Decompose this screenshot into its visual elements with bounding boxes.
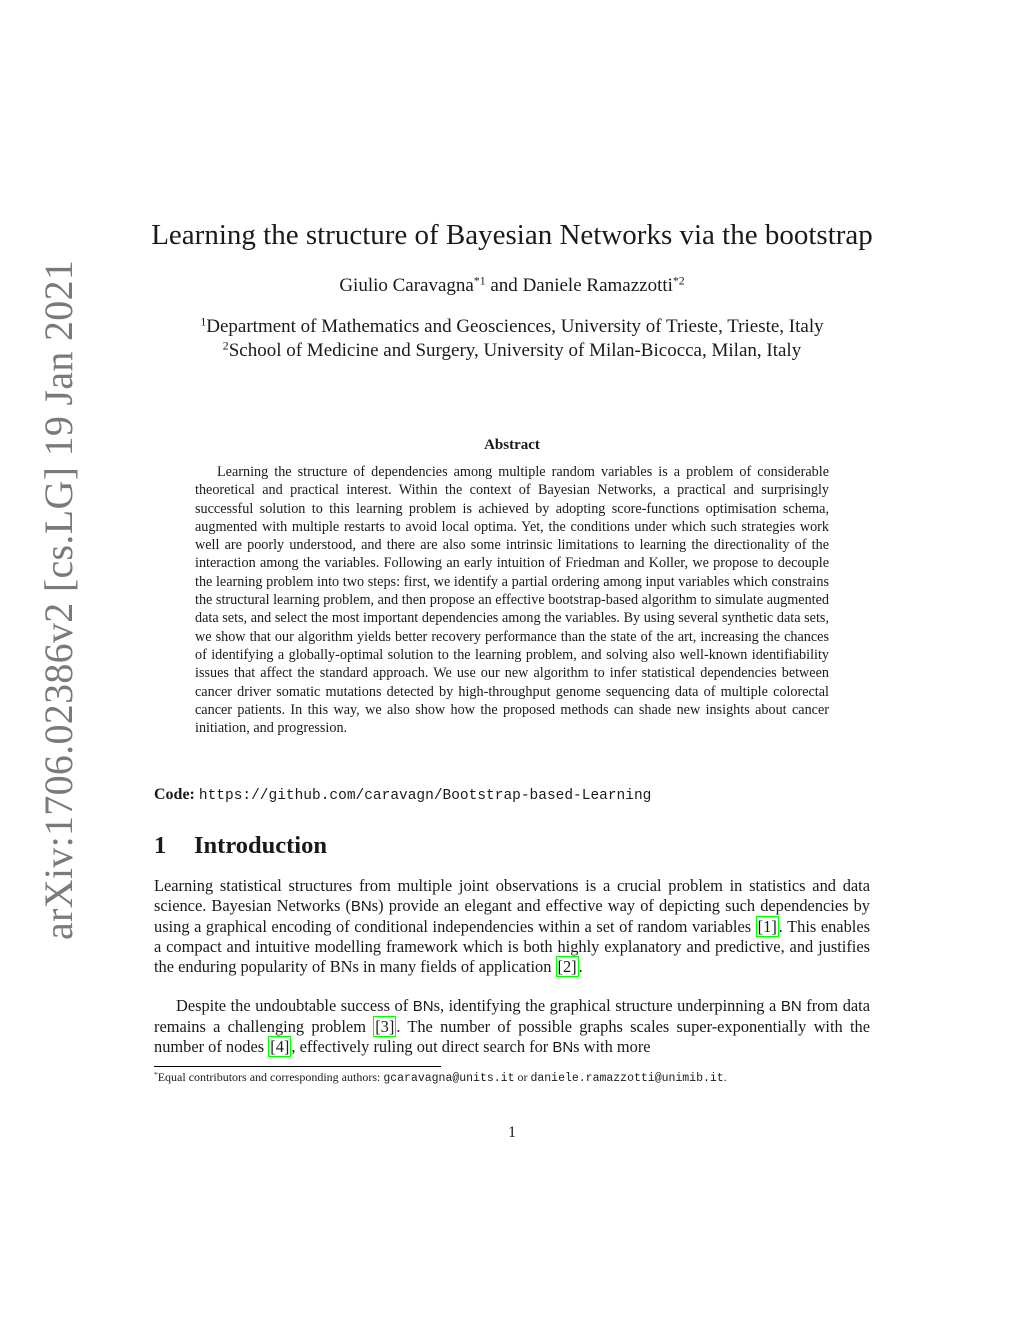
text-run: Learning statistical structures from multiple joint observations is a crucial problem in statistics and data science. Bayesian Networks ( (154, 876, 870, 915)
page-number: 1 (508, 1124, 516, 1141)
text-run: . This enables a compact and intuitive modelling framework which is both highly explanatory and predictive, and justifies the enduring popularity of BNs in many fields of application (154, 917, 870, 976)
section-number: 1 (154, 832, 167, 859)
text-run: s with more (573, 1037, 651, 1056)
author-mark: *2 (672, 274, 685, 288)
text-run: . The number of possible graphs scales super-exponentially with the number of nodes (154, 1017, 870, 1056)
section-heading (154, 832, 327, 860)
footnote-mark: * (154, 1069, 158, 1079)
code-label: Code: (154, 786, 195, 803)
affiliation-text: Department of Mathematics and Geosciences, University of Trieste, Trieste, Italy (206, 316, 824, 337)
footnote-text: . (723, 1070, 727, 1084)
affiliation (0, 340, 1024, 362)
author-name: Giulio Caravagna (339, 275, 474, 296)
author-mark: *1 (473, 274, 486, 288)
author-conjunction: and (485, 275, 523, 296)
intro-paragraph (154, 996, 870, 1058)
abbreviation: BN (780, 998, 802, 1015)
code-url-link[interactable]: https://github.com/caravagn/Bootstrap-based-Learning (198, 788, 652, 804)
footnote-text: or (514, 1070, 531, 1084)
abstract-heading: Abstract (484, 437, 540, 453)
paper-title: Learning the structure of Bayesian Networks via the bootstrap (151, 219, 873, 251)
affiliation-mark: 2 (222, 339, 229, 353)
email-link[interactable]: daniele.ramazzotti@unimib.it (530, 1072, 724, 1085)
intro-paragraph (154, 876, 870, 977)
citation-link[interactable]: [1] (757, 917, 777, 936)
email-link[interactable]: gcaravagna@units.it (383, 1072, 515, 1085)
abstract-body: Learning the structure of dependencies among multiple random variables is a problem of considerable theoretical and practical interest. Within the context of Bayesian Networks, a practical and surprisingly successful solution to this learning problem is achieved by adopting score-functions optimisation schema, augmented with multiple restarts to avoid local optima. Yet, the conditions under which such strategies work well are poorly understood, and there are also some intrinsic limitations to learning the directionality of the interaction among the variables. Following an early intuition of Friedman and Koller, we propose to decouple the learning problem into two steps: first, we identify a partial ordering among input variables which constrains the structural learning problem, and then propose an effective bootstrap-based algorithm to simulate augmented data sets, and select the most important dependencies among the variables. By using several synthetic data sets, we show that our algorithm yields better recovery performance than the state of the art, increasing the chances of identifying a globally-optimal solution to the learning problem, and solving also well-known identifiability issues that affect the standard approach. We use our new algorithm to infer statistical dependencies between cancer driver somatic mutations detected by high-throughput genome sequencing data of multiple colorectal cancer patients. In this way, we also show how the proposed methods can shade new insights about cancer initiation, and progression. (195, 464, 829, 737)
text-run: from data remains a challenging problem (154, 996, 871, 1036)
author-name: Daniele Ramazzotti (522, 275, 673, 296)
section-title: Introduction (194, 832, 327, 859)
code-link-line (154, 786, 874, 804)
affiliation-mark: 1 (200, 315, 207, 329)
citation-link[interactable]: [3] (375, 1017, 395, 1036)
arxiv-identifier-stamp: arXiv:1706.02386v2 [cs.LG] 19 Jan 2021 (36, 259, 81, 940)
abbreviation: BN (412, 998, 434, 1015)
text-run: s, identifying the graphical structure underpinning a (433, 996, 781, 1015)
citation-link[interactable]: [4] (270, 1037, 290, 1056)
abbreviation: BN (350, 898, 372, 915)
footnote-text: Equal contributors and corresponding authors: (157, 1070, 384, 1084)
author-list (0, 275, 1024, 297)
text-run: , effectively ruling out direct search for (291, 1037, 553, 1056)
affiliation (0, 316, 1024, 338)
abbreviation: BN (552, 1039, 574, 1056)
footnote (154, 1070, 874, 1085)
text-run: Despite the undoubtable success of (176, 996, 413, 1015)
affiliation-text: School of Medicine and Surgery, University of Milan-Bicocca, Milan, Italy (228, 340, 802, 361)
citation-link[interactable]: [2] (557, 957, 577, 976)
text-run: . (578, 957, 583, 976)
footnote-divider (154, 1066, 441, 1067)
text-run: s) provide an elegant and effective way of depicting such dependencies by using a graphical encoding of conditional independencies within a set of random variables (154, 896, 870, 936)
